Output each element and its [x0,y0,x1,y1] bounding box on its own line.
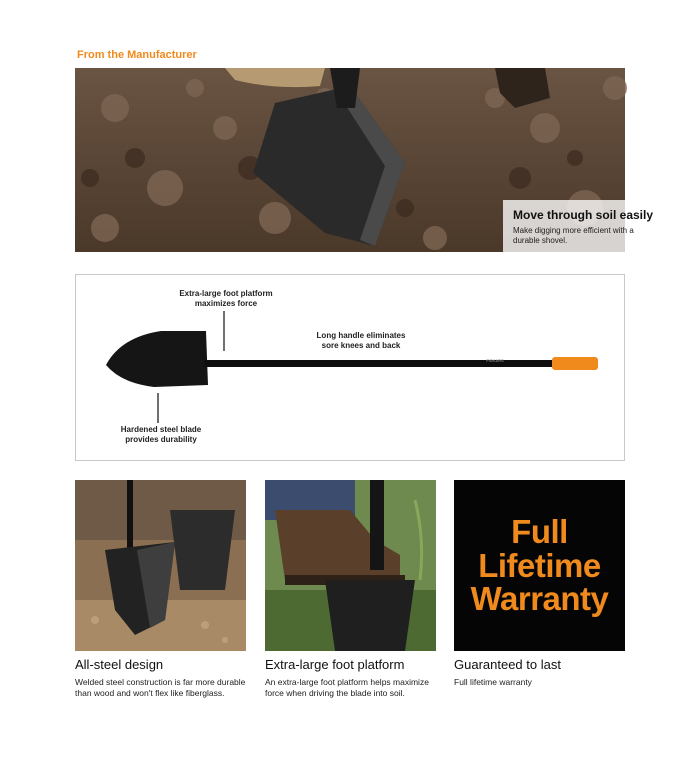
shovel-shaft [127,480,133,550]
feature-title-steel: All-steel design [75,657,164,672]
feature-image-steel [75,480,246,651]
section-title: From the Manufacturer [77,49,197,61]
steel-shovel-scene [75,480,246,651]
shovel-blade-photo [325,580,415,651]
warranty-line-1: Full [511,513,568,551]
hero-heading: Move through soil easily [513,208,654,222]
bucket [170,510,235,590]
callout-long-handle: Long handle eliminates sore knees and back [316,331,406,351]
feature-desc-warranty: Full lifetime warranty [454,677,532,687]
feature-title-foot: Extra-large foot platform [265,657,405,672]
callout-foot-platform: Extra-large foot platform maximizes force [179,289,273,309]
shovel-blade [106,331,208,387]
feature-title-warranty: Guaranteed to last [454,657,561,672]
warranty-line-3: Warranty [470,580,609,618]
product-diagram [75,274,625,461]
warranty-line-2: Lifetime [478,546,601,584]
shovel-grip [552,357,598,370]
hero-caption-box [503,200,665,253]
feature-image-foot [265,480,436,651]
brand-mark: FISKARS [486,358,504,363]
feature-desc-steel: Welded steel construction is far more durable than wood and won't flex like fiberglass. [75,677,246,699]
boot-on-shovel-scene [265,480,436,651]
warranty-badge [454,480,625,651]
feature-desc-foot: An extra-large foot platform helps maximize force when driving the blade into soil. [265,677,429,699]
callout-steel-blade: Hardened steel blade provides durability [120,425,202,445]
hero-image [75,68,654,252]
hero-text: Make digging more efficient with a durable shovel. [513,226,634,246]
